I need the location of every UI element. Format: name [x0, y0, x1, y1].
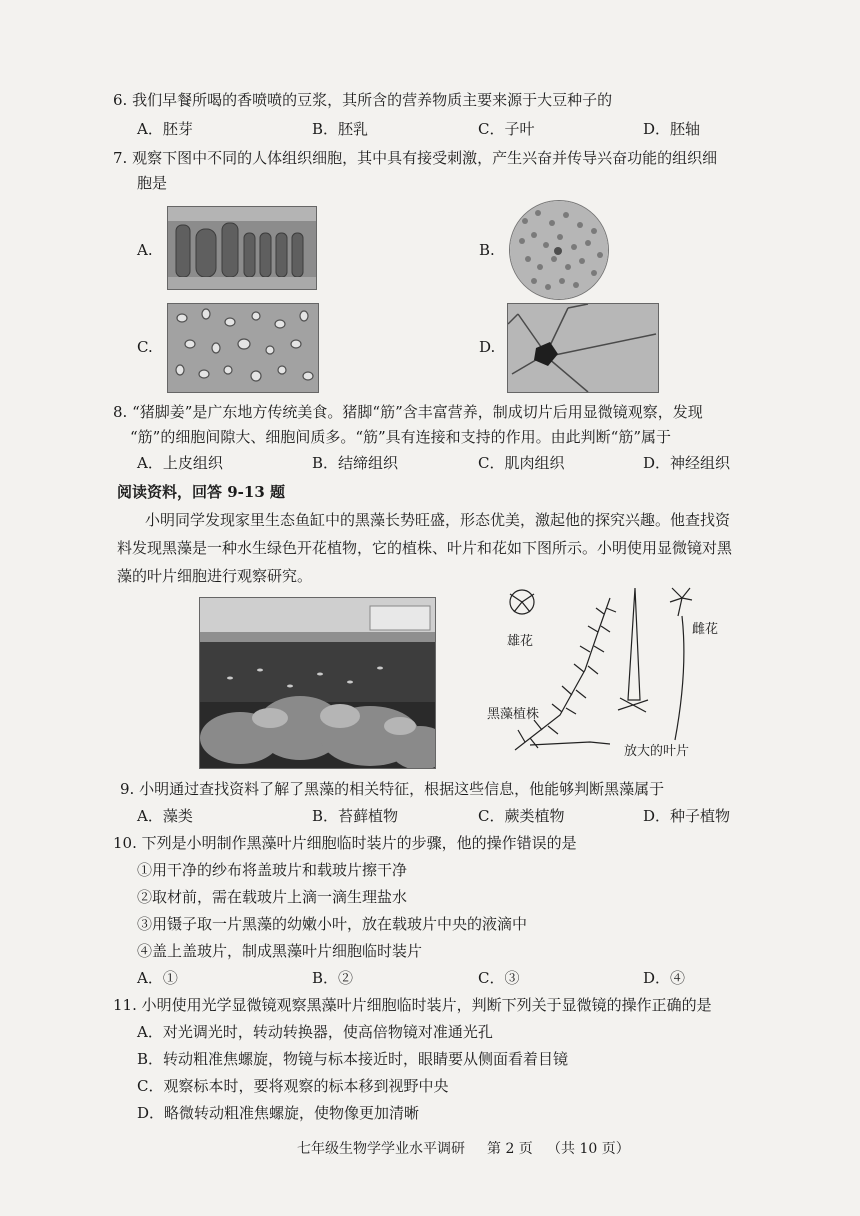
q11-option-d: D．略微转动粗准焦螺旋，使物像更加清晰 — [137, 1104, 420, 1122]
q6-stem: 6. 我们早餐所喝的香喷喷的豆浆，其所含的营养物质主要来源于大豆种子的 — [113, 91, 613, 109]
q10-step-4: ④盖上盖玻片，制成黑藻叶片细胞临时装片 — [137, 942, 423, 960]
blood-cells-image — [509, 200, 609, 300]
q7-label-b: B. — [479, 241, 495, 259]
q7-stem-line2: 胞是 — [137, 174, 168, 192]
q9-option-c: C．蕨类植物 — [478, 807, 565, 825]
q10-option-b: B．② — [312, 969, 354, 987]
q6-option-b: B．胚乳 — [312, 120, 369, 138]
q6-option-d: D．胚轴 — [643, 120, 701, 138]
footer-total: （共 10 页） — [547, 1141, 630, 1157]
female-flower-label: 雌花 — [692, 622, 719, 637]
q6-option-a: A．胚芽 — [137, 120, 193, 138]
nerve-cell-image — [507, 303, 659, 393]
q8-stem-line1: 8. “猪脚姜”是广东地方传统美食。猪脚“筋”含丰富营养，制成切片后用显微镜观察，发现 — [113, 403, 703, 421]
reading-heading: 阅读资料，回答 9-13 题 — [117, 483, 285, 501]
q7-label-a: A. — [137, 241, 153, 259]
reading-line3: 藻的叶片细胞进行观察研究。 — [117, 567, 313, 585]
q10-stem: 10. 下列是小明制作黑藻叶片细胞临时装片的步骤，他的操作错误的是 — [113, 834, 577, 852]
q6-option-c: C．子叶 — [478, 120, 535, 138]
q8-option-c: C．肌肉组织 — [478, 454, 565, 472]
reading-line2: 料发现黑藻是一种水生绿色开花植物，它的植株、叶片和花如下图所示。小明使用显微镜对黑 — [117, 539, 733, 557]
q10-step-2: ②取材前，需在载玻片上滴一滴生理盐水 — [137, 888, 408, 906]
q11-option-a: A．对光调光时，转动转换器，使高倍物镜对准通光孔 — [137, 1023, 493, 1041]
q10-step-1: ①用干净的纱布将盖玻片和载玻片擦干净 — [137, 861, 408, 879]
q7-stem-line1: 7. 观察下图中不同的人体组织细胞，其中具有接受刺激，产生兴奋并传导兴奋功能的组织细 — [113, 149, 718, 167]
q10-option-d: D．④ — [643, 969, 686, 987]
q9-option-a: A．藻类 — [137, 807, 193, 825]
q7-label-c: C. — [137, 338, 153, 356]
q8-option-d: D．神经组织 — [643, 454, 731, 472]
q9-stem: 9. 小明通过查找资料了解了黑藻的相关特征，根据这些信息，他能够判断黑藻属于 — [120, 780, 665, 798]
q8-option-b: B．结缔组织 — [312, 454, 399, 472]
q11-option-b: B．转动粗准焦螺旋，物镜与标本接近时，眼睛要从侧面看着目镜 — [137, 1050, 569, 1068]
q10-option-c: C．③ — [478, 969, 520, 987]
plant-label: 黑藻植株 — [487, 707, 540, 722]
epithelial-tissue-image — [167, 206, 317, 290]
q9-option-b: B．苔藓植物 — [312, 807, 399, 825]
q9-option-d: D．种子植物 — [643, 807, 731, 825]
cartilage-tissue-image — [167, 303, 319, 393]
q10-step-3: ③用镊子取一片黑藻的幼嫩小叶，放在载玻片中央的液滴中 — [137, 915, 528, 933]
aquarium-photo — [199, 597, 436, 769]
footer-title: 七年级生物学学业水平调研 — [297, 1141, 465, 1157]
q7-label-d: D. — [479, 338, 496, 356]
male-flower-label: 雄花 — [507, 634, 534, 649]
q11-stem: 11. 小明使用光学显微镜观察黑藻叶片细胞临时装片，判断下列关于显微镜的操作正确的是 — [113, 996, 712, 1014]
leaf-label: 放大的叶片 — [624, 744, 690, 759]
reading-line1: 小明同学发现家里生态鱼缸中的黑藻长势旺盛，形态优美，激起他的探究兴趣。他查找资 — [145, 511, 731, 529]
q8-stem-line2: “筋”的细胞间隙大、细胞间质多。“筋”具有连接和支持的作用。由此判断“筋”属于 — [130, 428, 672, 446]
q10-option-a: A．① — [137, 969, 178, 987]
footer-page: 第 2 页 — [487, 1141, 533, 1157]
q8-option-a: A．上皮组织 — [137, 454, 223, 472]
plant-diagram — [470, 580, 740, 772]
q11-option-c: C．观察标本时，要将观察的标本移到视野中央 — [137, 1077, 449, 1095]
